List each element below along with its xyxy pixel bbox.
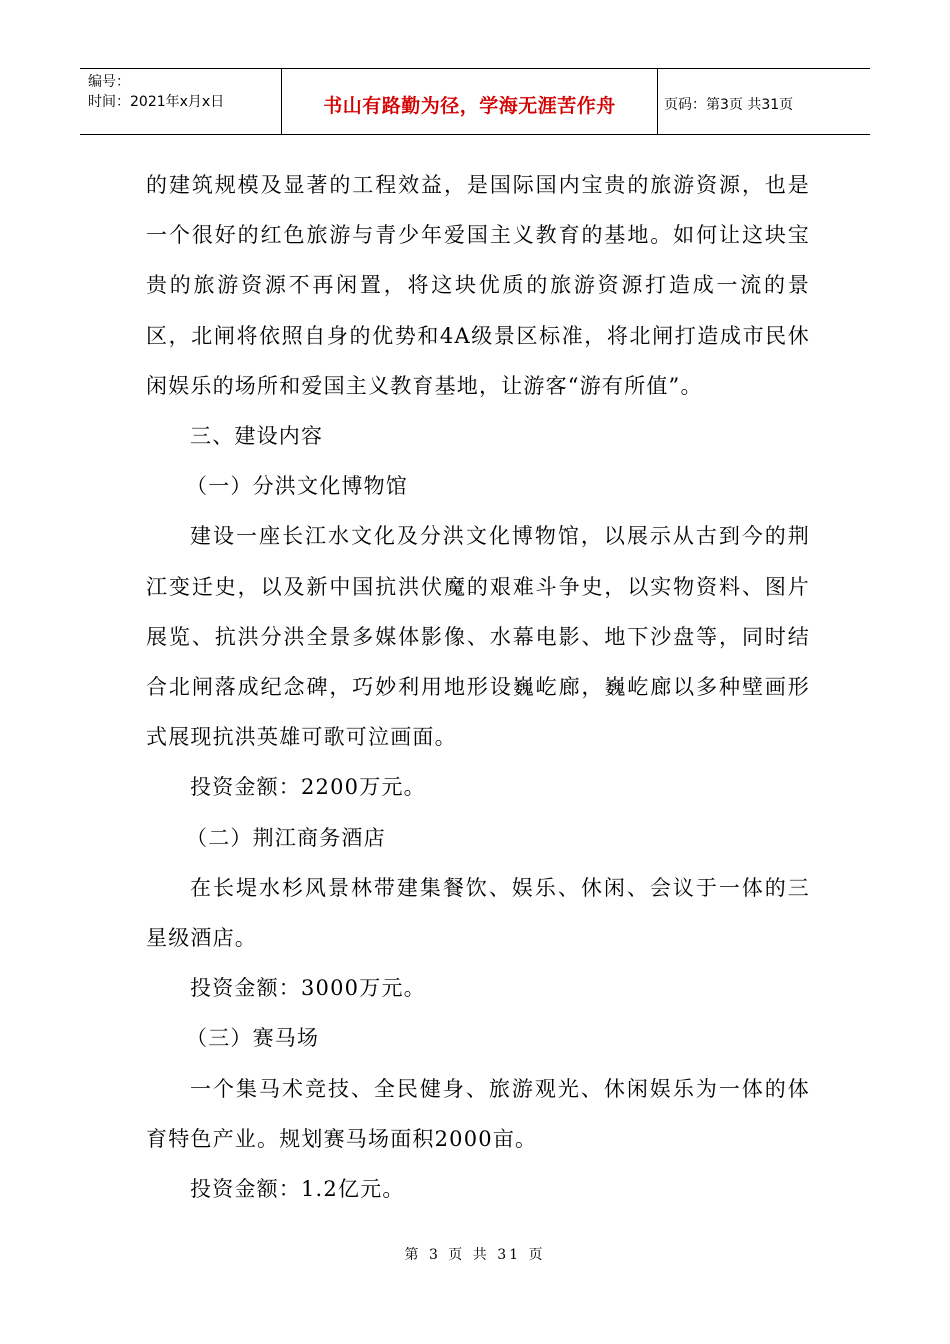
investment-amount: 投资金额：1.2亿元。 [190,1177,405,1202]
investment-amount: 投资金额：2200万元。 [190,775,426,800]
date-label: 时间：2021年x月x日 [88,94,225,110]
investment-amount: 投资金额：3000万元。 [190,976,426,1001]
header-meta-cell [80,69,282,134]
document-body [146,160,810,1214]
header-page-cell [658,69,870,134]
body-paragraph: 建设一座长江水文化及分洪文化博物馆，以展示从古到今的荆江变迁史，以及新中国抗洪伏魔的艰难斗争史，以实物资料、图片展览、抗洪分洪全景多媒体影像、水幕电影、地下沙盘等，同时结合北闸落成纪念碑，巧妙利用地形设巍屹廊，巍屹廊以多种壁画形式展现抗洪英雄可歌可泣画面。 [146,524,810,750]
body-paragraph: 一个集马术竞技、全民健身、旅游观光、休闲娱乐为一体的体育特色产业。规划赛马场面积2000亩。 [146,1076,810,1151]
page-info: 页码：第3页 共31页 [664,96,794,113]
header-motto-cell [282,69,658,134]
serial-label: 编号： [88,74,130,90]
motto-text: 书山有路勤为径，学海无涯苦作舟 [323,95,616,117]
subsection-heading: （三）赛马场 [186,1026,320,1051]
page-footer [0,1244,950,1264]
subsection-heading: （二）荆江商务酒店 [186,825,386,850]
subsection-heading: （一）分洪文化博物馆 [186,474,408,499]
page-header [80,68,870,135]
section-heading: 三、建设内容 [190,424,324,449]
body-paragraph: 在长堤水杉风景林带建集餐饮、娱乐、休闲、会议于一体的三星级酒店。 [146,875,810,951]
footer-page-number: 第 3 页 共 31 页 [404,1247,546,1263]
body-paragraph: 的建筑规模及显著的工程效益，是国际国内宝贵的旅游资源，也是一个很好的红色旅游与青少年爱国主义教育的基地。如何让这块宝贵的旅游资源不再闲置，将这块优质的旅游资源打造成一流的景区，北闸将依照自身的优势和4A级景区标准，将北闸打造成市民休闲娱乐的场所和爱国主义教育基地，让游客“游有所值”。 [146,173,810,398]
